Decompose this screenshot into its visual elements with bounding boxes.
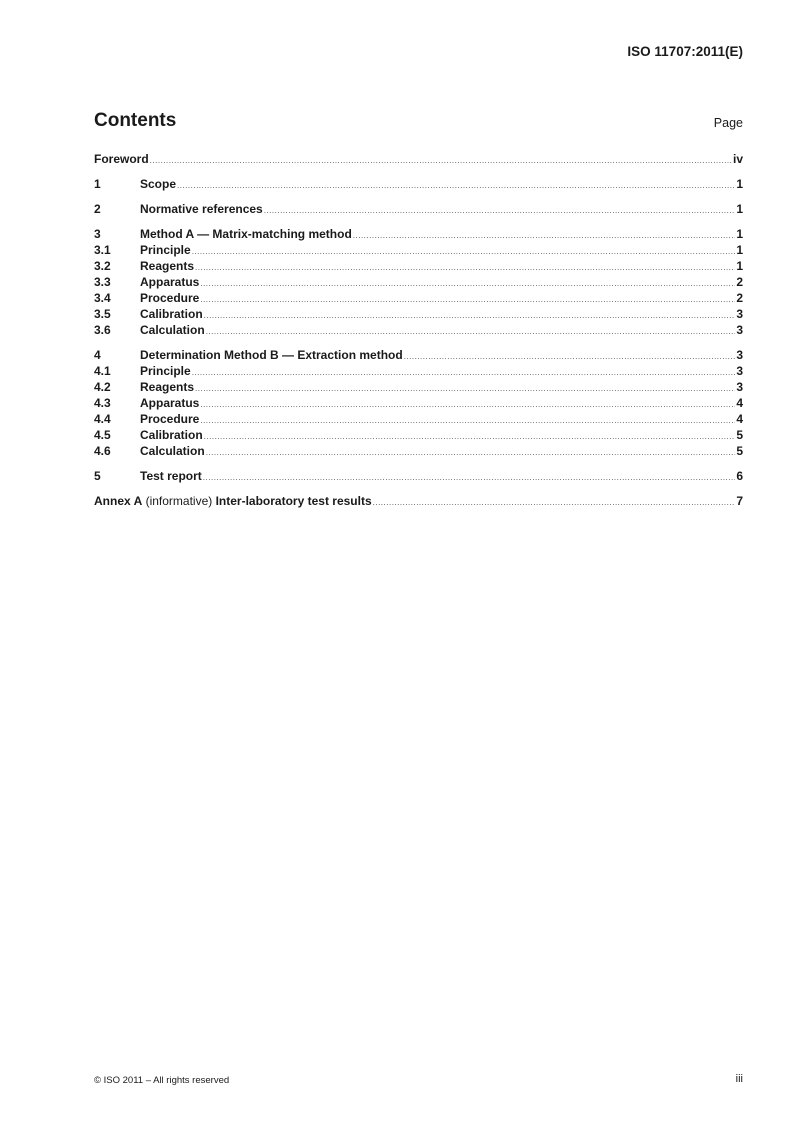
toc-dot-leader: [203, 470, 736, 485]
toc-entry-number: 3.2: [94, 259, 111, 273]
toc-entry-page: 4: [736, 412, 743, 426]
copyright-notice: © ISO 2011 – All rights reserved: [94, 1075, 230, 1086]
toc-entry-page: 3: [736, 348, 743, 362]
toc-entry-label: Calibration: [140, 307, 203, 321]
toc-entry-page: 6: [736, 469, 743, 483]
toc-entry-number: 4.5: [94, 428, 111, 442]
toc-dot-leader: [200, 292, 735, 307]
toc-entry-label: Test report: [140, 469, 202, 483]
toc-entry-page: iv: [732, 152, 743, 166]
toc-entry[interactable]: [94, 275, 743, 291]
toc-entry-label: Scope: [140, 177, 177, 191]
toc-entry-page: 1: [736, 259, 743, 273]
toc-entry-label: Calculation: [140, 323, 205, 337]
page-title: Contents: [94, 110, 177, 131]
toc-dot-leader: [200, 413, 735, 428]
toc-dot-leader: [204, 429, 736, 444]
toc-entry-label: Foreword: [94, 152, 149, 166]
toc-entry-number: 4.4: [94, 412, 111, 426]
toc-entry-number: 2: [94, 202, 101, 216]
toc-entry-page: 2: [736, 275, 743, 289]
toc-entry[interactable]: [94, 291, 743, 307]
toc-entry-label: Determination Method B — Extraction method: [140, 348, 403, 362]
toc-entry-number: 4.2: [94, 380, 111, 394]
toc-dot-leader: [192, 365, 736, 380]
toc-entry-label: Method A — Matrix-matching method: [140, 227, 352, 241]
toc-dot-leader: [353, 228, 736, 243]
toc-entry-number: 3.3: [94, 275, 111, 289]
toc-entry-label: Apparatus: [140, 275, 200, 289]
page-number: iii: [735, 1073, 743, 1085]
toc-entry[interactable]: [94, 243, 743, 259]
toc-entry-number: 4.3: [94, 396, 111, 410]
toc-entry-number: 3.4: [94, 291, 111, 305]
toc-entry-number: 1: [94, 177, 101, 191]
toc-entry-number: 4.6: [94, 444, 111, 458]
toc-entry[interactable]: [94, 444, 743, 460]
toc-entry[interactable]: [94, 323, 743, 339]
toc-entry[interactable]: [94, 364, 743, 380]
toc-entry-number: 5: [94, 469, 101, 483]
toc-entry-label: Annex A (informative) Inter-laboratory test results: [94, 494, 372, 508]
toc-dot-leader: [200, 397, 735, 412]
toc-entry[interactable]: [94, 259, 743, 275]
toc-entry-label: Apparatus: [140, 396, 200, 410]
toc-entry[interactable]: [94, 428, 743, 444]
toc-entry[interactable]: [94, 469, 743, 485]
toc-entry[interactable]: [94, 177, 743, 193]
toc-entry-page: 1: [736, 202, 743, 216]
table-of-contents: [94, 152, 743, 510]
toc-entry[interactable]: [94, 307, 743, 323]
toc-dot-leader: [177, 178, 735, 193]
page-column-label: Page: [713, 116, 743, 130]
toc-entry[interactable]: [94, 396, 743, 412]
toc-entry-number: 3: [94, 227, 101, 241]
toc-entry-page: 1: [736, 227, 743, 241]
toc-entry-number: 4: [94, 348, 101, 362]
toc-entry-annex-a[interactable]: [94, 494, 743, 510]
toc-entry-label: Calibration: [140, 428, 203, 442]
toc-entry-label: Procedure: [140, 291, 200, 305]
toc-entry-page: 3: [736, 307, 743, 321]
toc-entry-page: 5: [736, 444, 743, 458]
toc-entry-page: 1: [736, 177, 743, 191]
toc-entry[interactable]: [94, 227, 743, 243]
toc-dot-leader: [195, 381, 735, 396]
toc-entry-number: 4.1: [94, 364, 111, 378]
toc-entry[interactable]: [94, 202, 743, 218]
toc-dot-leader: [195, 260, 735, 275]
toc-entry-number: 3.1: [94, 243, 111, 257]
toc-entry[interactable]: [94, 380, 743, 396]
toc-dot-leader: [150, 153, 732, 168]
toc-entry-page: 3: [736, 364, 743, 378]
toc-entry-page: 2: [736, 291, 743, 305]
toc-dot-leader: [192, 244, 736, 259]
toc-dot-leader: [404, 349, 736, 364]
toc-dot-leader: [373, 495, 736, 510]
toc-dot-leader: [206, 445, 736, 460]
toc-entry-label: Normative references: [140, 202, 263, 216]
toc-entry[interactable]: [94, 152, 743, 168]
toc-dot-leader: [206, 324, 736, 339]
toc-entry-number: 3.5: [94, 307, 111, 321]
toc-entry-label: Procedure: [140, 412, 200, 426]
toc-entry-label: Reagents: [140, 380, 195, 394]
toc-entry-page: 1: [736, 243, 743, 257]
toc-entry-label: Principle: [140, 364, 191, 378]
toc-dot-leader: [204, 308, 736, 323]
document-code: ISO 11707:2011(E): [627, 44, 743, 59]
toc-entry[interactable]: [94, 348, 743, 364]
toc-dot-leader: [264, 203, 736, 218]
toc-entry-number: 3.6: [94, 323, 111, 337]
toc-entry[interactable]: [94, 412, 743, 428]
toc-entry-page: 4: [736, 396, 743, 410]
toc-dot-leader: [200, 276, 735, 291]
toc-entry-page: 3: [736, 380, 743, 394]
toc-entry-label: Principle: [140, 243, 191, 257]
toc-entry-page: 3: [736, 323, 743, 337]
toc-entry-page: 5: [736, 428, 743, 442]
toc-entry-label: Calculation: [140, 444, 205, 458]
toc-entry-page: 7: [736, 494, 743, 508]
toc-entry-label: Reagents: [140, 259, 195, 273]
